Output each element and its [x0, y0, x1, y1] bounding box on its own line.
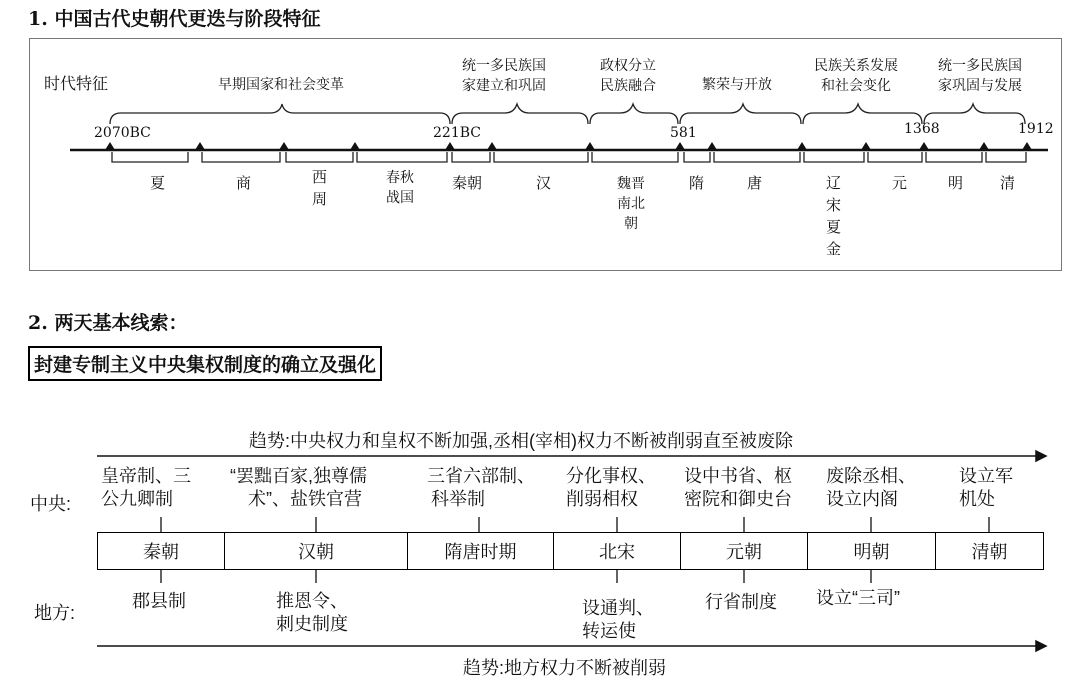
dynasty-cell-song: 北宋 — [554, 533, 681, 569]
phase-early-state: 早期国家和社会变革 — [218, 77, 344, 93]
local-label: 地方: — [34, 603, 76, 623]
dynasty-tang: 唐 — [747, 174, 763, 192]
era-feature-label: 时代特征 — [44, 74, 109, 93]
local-measure-yuan: 行省制度 — [705, 592, 777, 612]
date-1368: 1368 — [904, 121, 940, 137]
phase-unified-founding: 统一多民族国 家建立和巩固 — [462, 58, 546, 94]
dynasty-cell-qin: 秦朝 — [98, 533, 225, 569]
dynasty-qin: 秦朝 — [452, 174, 483, 192]
boxed-title: 封建专制主义中央集权制度的确立及强化 — [28, 346, 382, 381]
dynasty-shang: 商 — [236, 174, 252, 192]
local-measure-ming: 设立“三司” — [816, 588, 900, 608]
central-measure-yuan: 设中书省、枢 密院和御史台 — [684, 466, 792, 509]
trend-central: 趋势:中央权力和皇权不断加强,丞相(宰相)权力不断被削弱直至被废除 — [249, 431, 793, 451]
dynasty-liao-song: 辽 宋 夏 金 — [826, 174, 842, 258]
phase-prosperity: 繁荣与开放 — [702, 77, 772, 93]
phase-ethnic-relations: 民族关系发展 和社会变化 — [814, 58, 898, 94]
dynasty-spring-autumn: 春秋 战国 — [386, 170, 414, 206]
central-measure-song: 分化事权、 削弱相权 — [566, 466, 656, 509]
dynasty-cell-qing: 清朝 — [971, 542, 1008, 562]
central-label: 中央: — [30, 494, 72, 514]
date-1912: 1912 — [1018, 121, 1054, 137]
central-measure-qing: 设立军 机处 — [959, 466, 1013, 509]
brace-division — [590, 104, 678, 124]
brace-prosperity — [680, 104, 801, 124]
dynasty-yuan: 元 — [892, 174, 908, 192]
dynasty-western-zhou: 西 周 — [312, 168, 328, 208]
central-measure-sui-tang: 三省六部制、 科举制 — [427, 466, 535, 509]
central-measure-ming: 废除丞相、 设立内阁 — [826, 466, 916, 509]
date-2070bc: 2070BC — [94, 125, 151, 141]
dynasty-qing: 清 — [1000, 174, 1016, 192]
phase-division-fusion: 政权分立 民族融合 — [600, 58, 656, 94]
dynasty-han: 汉 — [536, 174, 552, 192]
central-measure-han: “罢黜百家,独尊儒 术”、盐铁官营 — [230, 466, 367, 509]
section-2-heading: 2. 两天基本线索： — [28, 312, 188, 334]
phase-unified-consolidation: 统一多民族国 家巩固与发展 — [938, 58, 1022, 94]
dynasty-cell-sui-tang: 隋唐时期 — [408, 533, 554, 569]
dynasty-xia: 夏 — [150, 174, 166, 192]
local-measure-han: 推恩令、 刺史制度 — [276, 591, 348, 634]
section-1-heading: 1. 中国古代史朝代更迭与阶段特征 — [28, 8, 321, 30]
brace-qin-han — [452, 104, 588, 124]
dynasty-wei-jin: 魏晋 南北 朝 — [617, 176, 645, 232]
date-581: 581 — [670, 125, 697, 141]
local-measure-song: 设通判、 转运使 — [582, 598, 654, 641]
trend-local: 趋势:地方权力不断被削弱 — [463, 658, 666, 678]
dynasty-ming: 明 — [948, 174, 964, 192]
dynasty-cell-yuan: 元朝 — [681, 533, 808, 569]
dynasty-cell-han: 汉朝 — [225, 533, 408, 569]
timeline-graphic — [0, 0, 1080, 300]
date-221bc: 221BC — [433, 125, 481, 141]
dynasty-sui: 隋 — [689, 174, 705, 192]
dynasty-cell-ming: 明朝 — [808, 533, 936, 569]
local-measure-qin: 郡县制 — [132, 591, 186, 611]
dynasty-row — [97, 532, 1044, 570]
central-measure-qin: 皇帝制、三 公九卿制 — [101, 466, 191, 509]
brace-early — [110, 104, 450, 124]
